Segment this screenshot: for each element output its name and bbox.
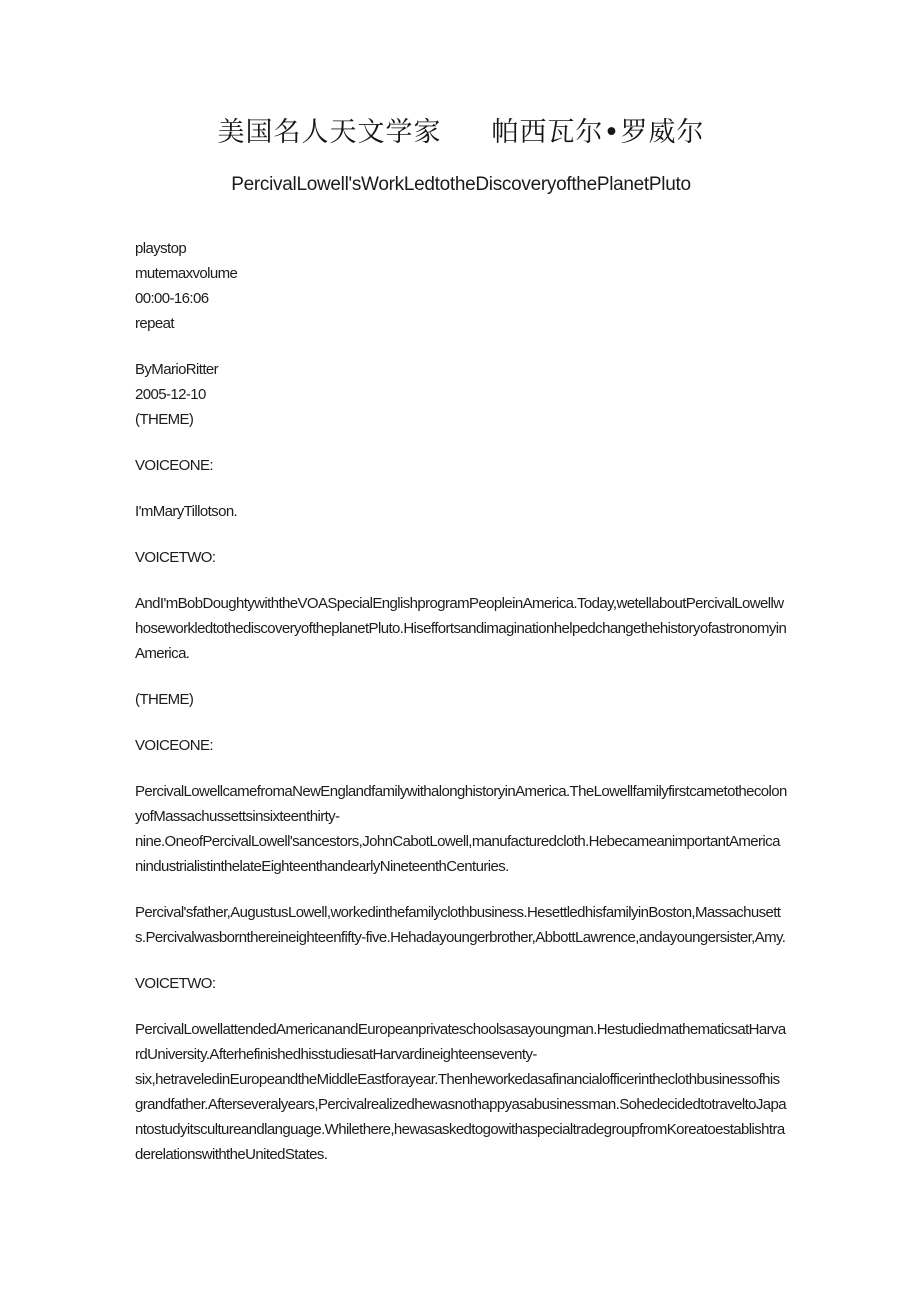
article-subtitle: PercivalLowell'sWorkLedtotheDiscoveryofthePlanetPluto: [231, 174, 691, 195]
player-time-range: 00:00-16:06: [135, 290, 209, 307]
voice-one-label: VOICEONE:: [135, 737, 213, 754]
voice-one-label: VOICEONE:: [135, 457, 213, 474]
player-playstop-label: playstop: [135, 240, 187, 257]
theme-cue: (THEME): [135, 411, 194, 428]
title-chinese-topic: 美国名人天文学家: [217, 117, 442, 148]
program-intro-paragraph: AndI'mBobDoughtywiththeVOASpecialEnglishprogramPeopleinAmerica.Today,wetellaboutPercivalLowellwhoseworkledtothediscoveryoftheplanetPluto.Hiseffortsandimaginationhelpedchangethehistoryofastronomyin America.: [135, 595, 787, 662]
player-repeat-label: repeat: [135, 315, 174, 332]
byline-author: ByMarioRitter: [135, 361, 219, 378]
voice-two-label: VOICETWO:: [135, 975, 216, 992]
byline-block: [135, 357, 787, 432]
education-paragraph: PercivalLowellattendedAmericanandEuropeanprivateschoolsasayoungman.HestudiedmathematicsatHarvardUniversity.AfterhefinishedhisstudiesatHarvardineighteenseventy-six,hetraveledinEuropeandtheMiddleEastforayear.Thenheworkedasafinancialofficerintheclothbusinessofhisgrandfather.Afterseveralyears,Percivalrealizedhewasnothappyasabusinessman.SohedecidedtotraveltoJapantostudyitscultureandlanguage.Whilethere,hewasaskedtogowithaspecialtradegroupfromKoreatoestablishtraderelationswiththeUnitedStates.: [135, 1021, 787, 1163]
title-chinese-name: 帕西瓦尔•罗威尔: [491, 117, 705, 148]
family-history-paragraph: PercivalLowellcamefromaNewEnglandfamilywithalonghistoryinAmerica.TheLowellfamilyfirstcametothecolonyofMassachussettsinsixteenthirty-nine.OneofPercivalLowell'sancestors,JohnCabotLowell,manufacturedcloth.HebecameanimportantAmericanindustrialistinthelateEighteenthandearlyNineteenthCenturies.: [135, 783, 787, 875]
page-title: [135, 116, 787, 149]
father-paragraph: Percival'sfather,AugustusLowell,workedinthefamilyclothbusiness.HesettledhisfamilyinBoston,Massachusetts.Percivalwasbornthereineighteenfifty-five.Hehadayoungerbrother,AbbottLawrence,andayoungersister,Amy.: [135, 904, 786, 946]
byline-date: 2005-12-10: [135, 386, 206, 403]
player-volume-label: mutemaxvolume: [135, 265, 238, 282]
voice-two-label: VOICETWO:: [135, 549, 216, 566]
theme-cue: (THEME): [135, 691, 194, 708]
audio-player-text-block: [135, 236, 787, 336]
host1-intro-paragraph: I'mMaryTillotson.: [135, 503, 238, 520]
